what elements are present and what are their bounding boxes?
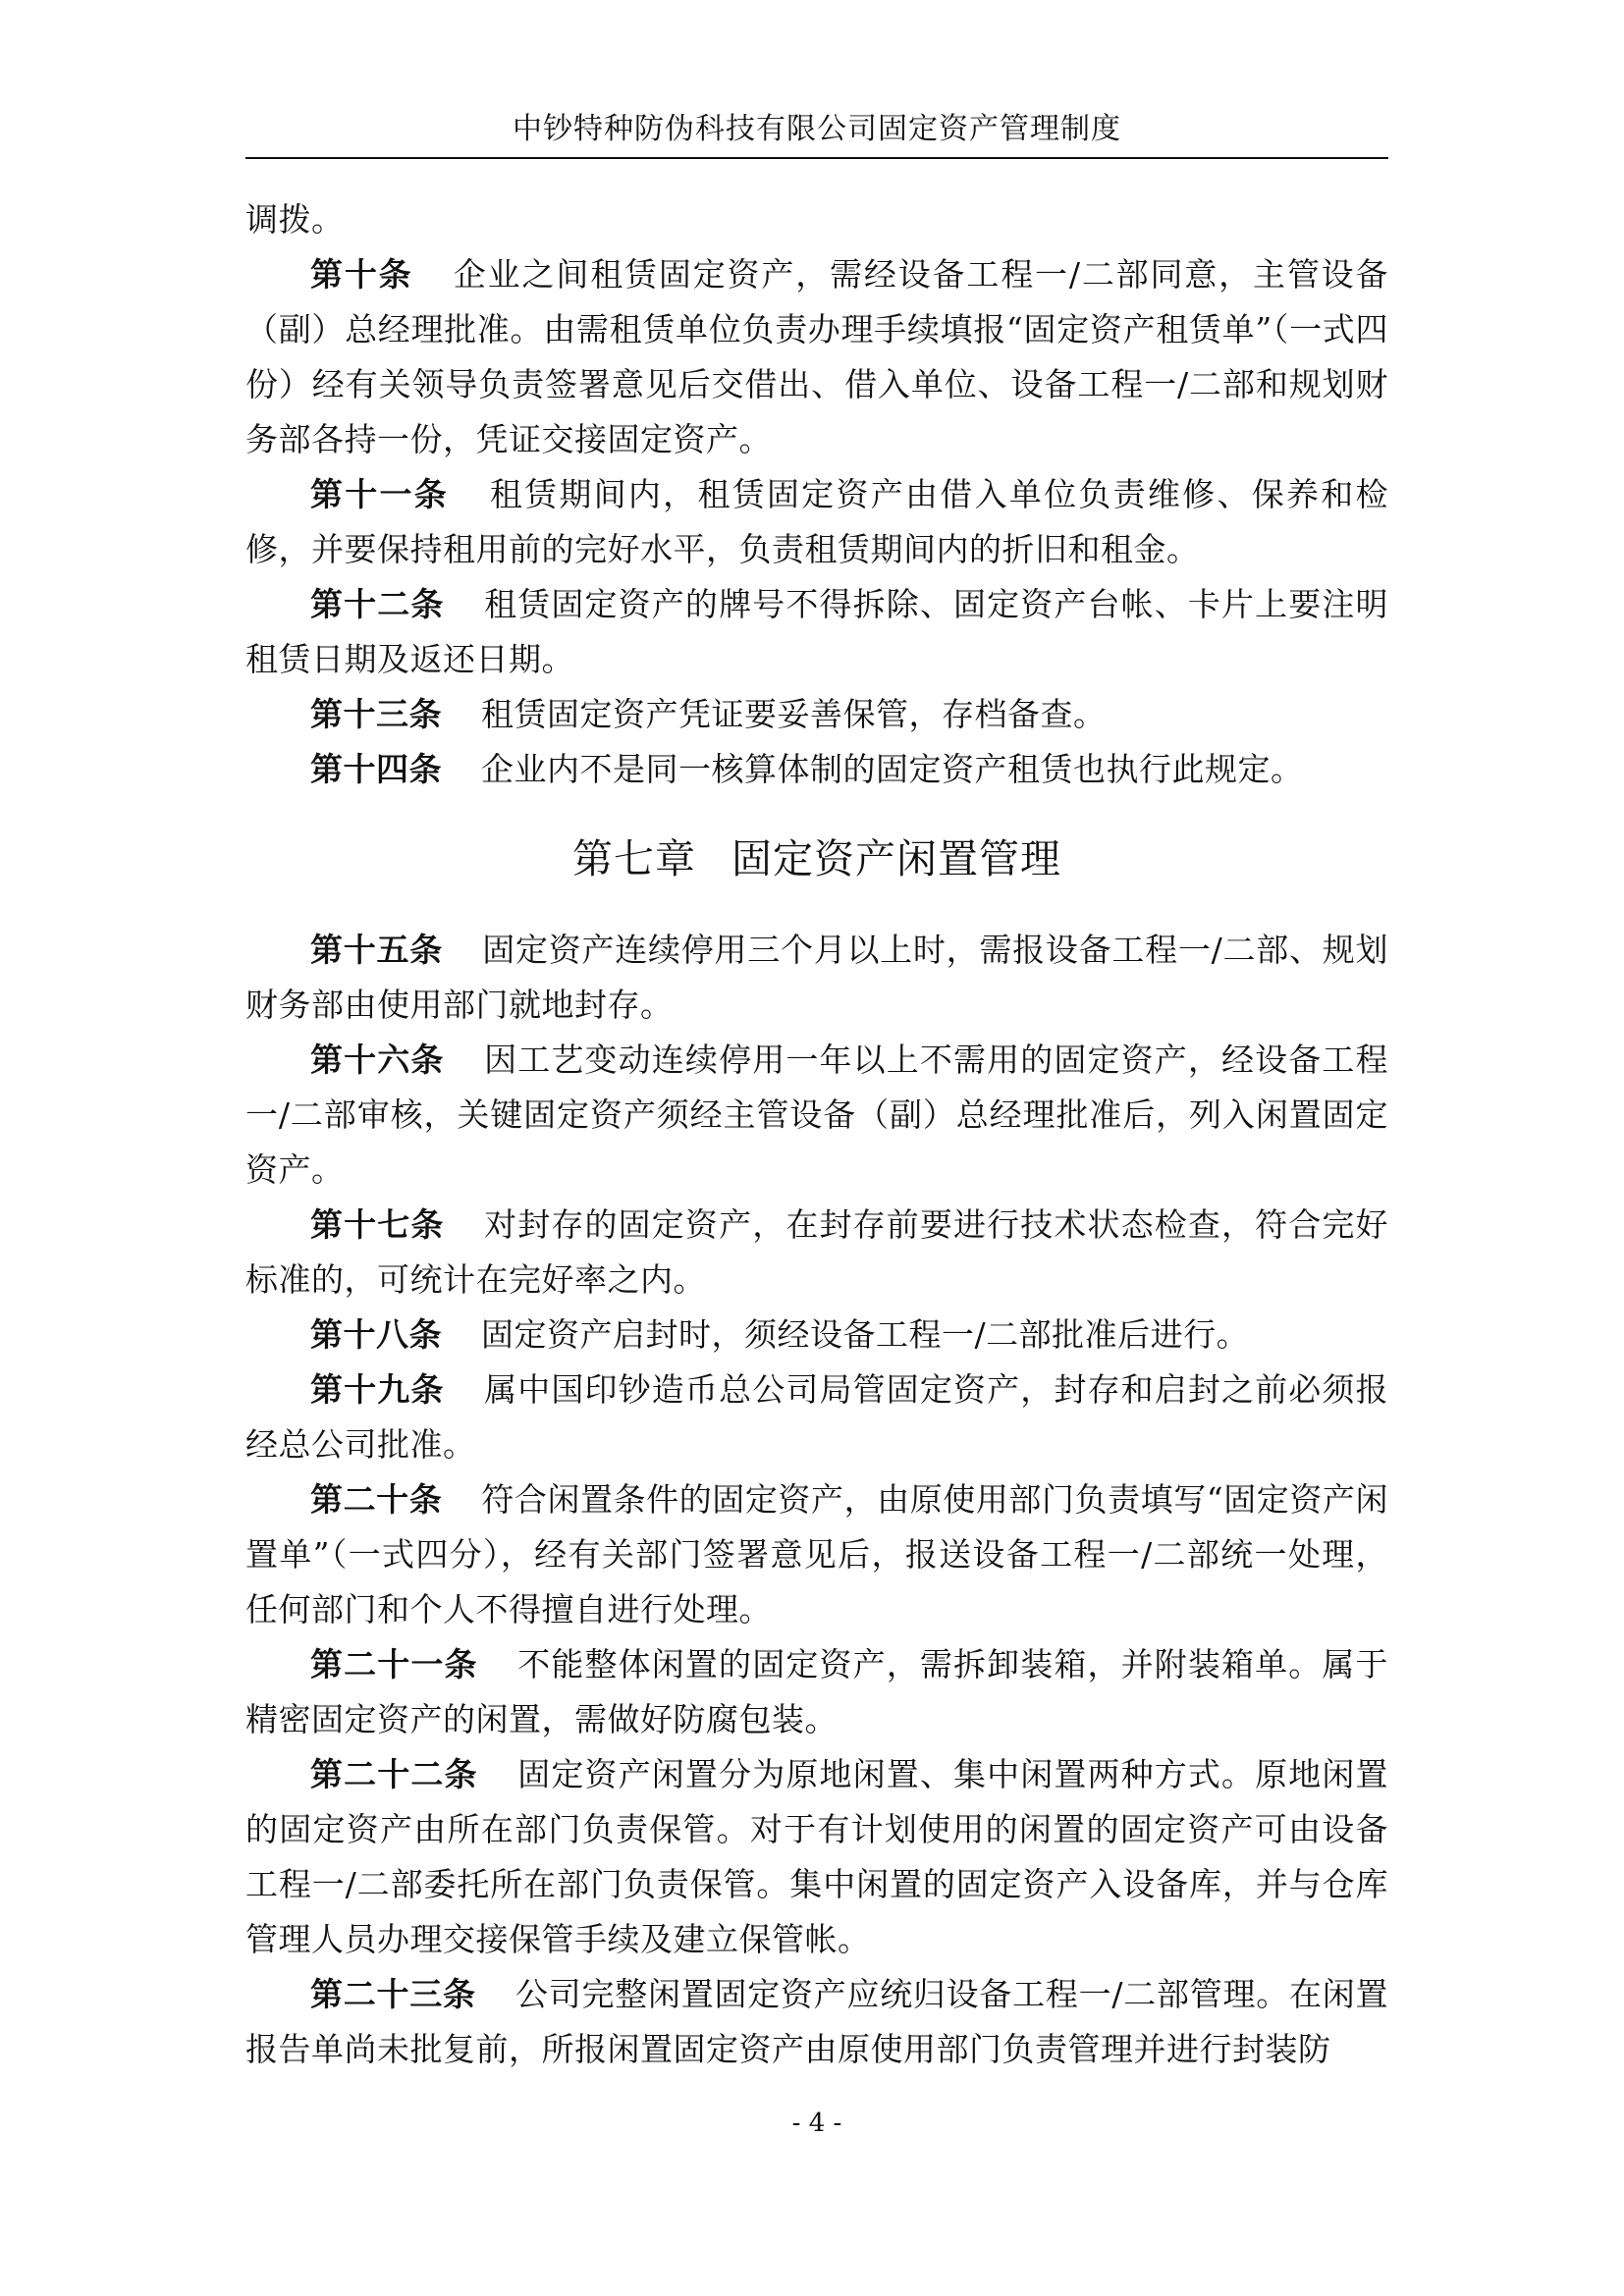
running-header: 中钞特种防伪科技有限公司固定资产管理制度 xyxy=(513,112,1121,146)
article-text: 公司完整闲置固定资产应统归设备工程一/二部管理。在闲置报告单尚未批复前，所报闲置固定资产由原使用部门负责管理并进行封装防 xyxy=(245,1975,1388,2068)
article-text: 企业内不是同一核算体制的固定资产租赁也执行此规定。 xyxy=(481,750,1304,788)
article-label: 第十条 xyxy=(310,255,413,294)
article-paragraph xyxy=(245,687,1388,742)
article-text: 固定资产启封时，须经设备工程一/二部批准后进行。 xyxy=(481,1315,1250,1354)
article-paragraph xyxy=(245,923,1388,1033)
article-label: 第十四条 xyxy=(310,750,442,788)
article-paragraph xyxy=(245,247,1388,467)
article-paragraph xyxy=(245,1637,1388,1747)
article-text: 对封存的固定资产，在封存前要进行技术状态检查，符合完好标准的，可统计在完好率之内。 xyxy=(245,1205,1389,1299)
article-label: 第十五条 xyxy=(310,931,443,969)
article-paragraph xyxy=(245,577,1388,687)
article-label: 第十六条 xyxy=(310,1041,445,1079)
continuation-text: 调拨。 xyxy=(245,200,345,239)
article-label: 第十七条 xyxy=(310,1205,445,1244)
article-label: 第十一条 xyxy=(310,475,450,513)
article-text: 不能整体闲置的固定资产，需拆卸装箱，并附装箱单。属于精密固定资产的闲置，需做好防腐包装。 xyxy=(245,1645,1389,1738)
header-rule xyxy=(245,157,1388,159)
article-label: 第十三条 xyxy=(310,695,442,733)
article-paragraph xyxy=(245,1362,1388,1472)
article-text: 租赁固定资产凭证要妥善保管，存档备查。 xyxy=(481,695,1107,733)
article-text: 固定资产连续停用三个月以上时，需报设备工程一/二部、规划财务部由使用部门就地封存。 xyxy=(245,931,1388,1024)
articles-section-rental xyxy=(245,247,1388,797)
article-text: 符合闲置条件的固定资产，由原使用部门负责填写“固定资产闲置单”（一式四分），经有关部门签署意见后，报送设备工程一/二部统一处理，任何部门和个人不得擅自进行处理。 xyxy=(245,1480,1388,1629)
chapter-title: 固定资产闲置管理 xyxy=(731,835,1061,882)
article-label: 第十九条 xyxy=(310,1370,445,1409)
article-text: 因工艺变动连续停用一年以上不需用的固定资产，经设备工程一/二部审核，关键固定资产须经主管设备（副）总经理批准后，列入闲置固定资产。 xyxy=(245,1041,1389,1189)
document-body xyxy=(245,192,1388,2077)
page-number: - 4 - xyxy=(791,2109,842,2138)
article-paragraph xyxy=(245,1747,1388,1967)
article-text: 租赁固定资产的牌号不得拆除、固定资产台帐、卡片上要注明租赁日期及返还日期。 xyxy=(245,585,1389,678)
chapter-number: 第七章 xyxy=(572,835,696,882)
article-text: 属中国印钞造币总公司局管固定资产，封存和启封之前必须报经总公司批准。 xyxy=(245,1370,1389,1464)
article-text: 企业之间租赁固定资产，需经设备工程一/二部同意，主管设备（副）总经理批准。由需租赁单位负责办理手续填报“固定资产租赁单”（一式四份）经有关领导负责签署意见后交借出、借入单位、设备工程一/二部和规划财务部各持一份，凭证交接固定资产。 xyxy=(245,255,1389,458)
article-paragraph xyxy=(245,742,1388,797)
articles-section-idle xyxy=(245,923,1388,2077)
chapter-heading xyxy=(245,825,1388,893)
article-label: 第二十一条 xyxy=(310,1645,478,1683)
article-text: 固定资产闲置分为原地闲置、集中闲置两种方式。原地闲置的固定资产由所在部门负责保管。对于有计划使用的闲置的固定资产可由设备工程一/二部委托所在部门负责保管。集中闲置的固定资产入设备库，并与仓库管理人员办理交接保管手续及建立保管帐。 xyxy=(245,1755,1389,1958)
article-label: 第二十三条 xyxy=(310,1975,476,2013)
article-label: 第十二条 xyxy=(310,585,445,623)
article-paragraph xyxy=(245,1308,1388,1362)
article-paragraph xyxy=(245,1472,1388,1637)
article-paragraph xyxy=(245,1033,1388,1198)
article-text: 租赁期间内，租赁固定资产由借入单位负责维修、保养和检修，并要保持租用前的完好水平，负责租赁期间内的折旧和租金。 xyxy=(245,475,1389,568)
article-paragraph xyxy=(245,1198,1388,1308)
article-paragraph xyxy=(245,1967,1388,2077)
article-label: 第二十二条 xyxy=(310,1755,478,1793)
article-label: 第二十条 xyxy=(310,1480,443,1519)
article-paragraph xyxy=(245,467,1388,577)
article-label: 第十八条 xyxy=(310,1315,442,1354)
